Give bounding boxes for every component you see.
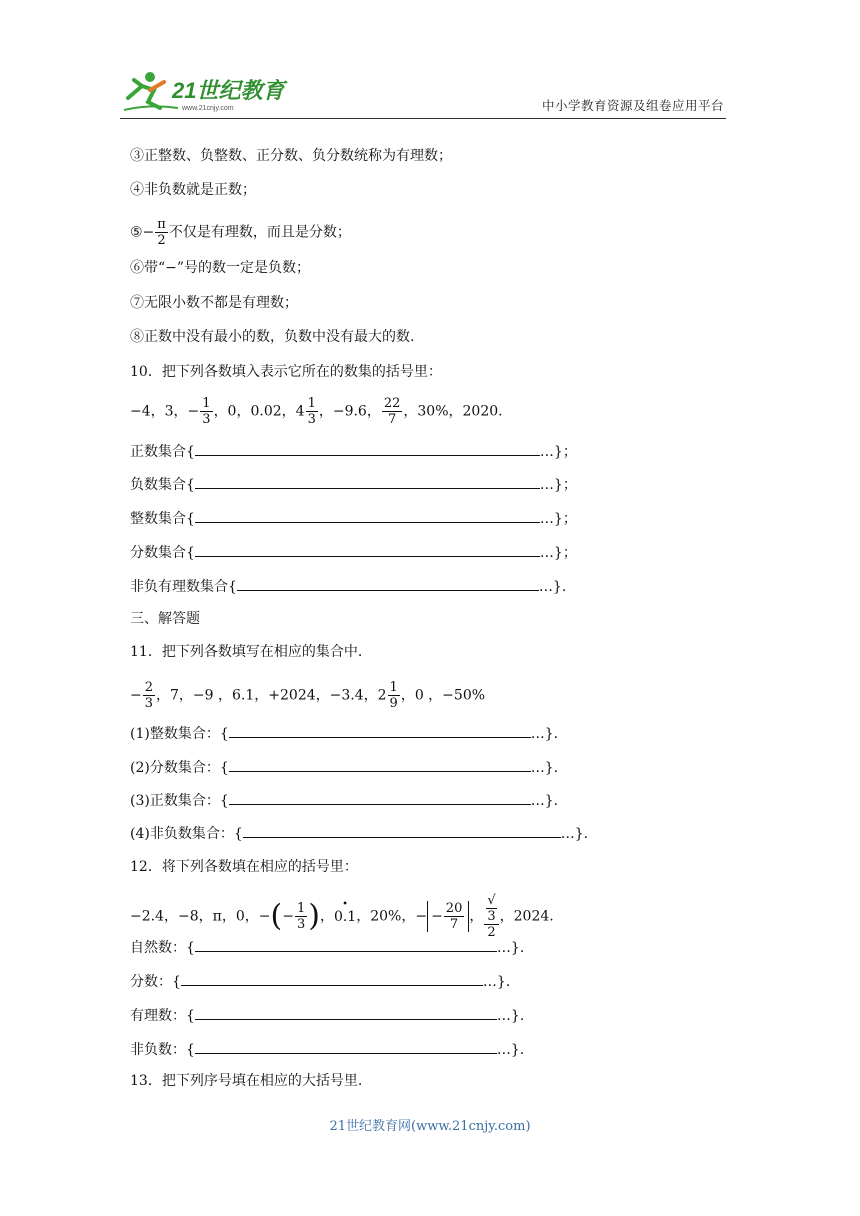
fraction: $\frac{1}{3}$ <box>296 901 306 932</box>
fraction: $\frac{1}{3}$ <box>307 396 316 427</box>
fraction-sqrt: √ 3 2 <box>484 893 498 940</box>
answer-blank[interactable] <box>195 474 540 489</box>
answer-blank[interactable] <box>195 937 497 952</box>
q12-set-rational: 有理数：{ …}. <box>130 1005 524 1026</box>
q13-title: 13．把下列序号填在相应的大括号里. <box>130 1073 363 1089</box>
answer-blank[interactable] <box>195 1005 497 1020</box>
platform-name: 中小学教育资源及组卷应用平台 <box>541 98 724 113</box>
q10-set-positive: 正数集合{ …}； <box>130 441 577 462</box>
answer-blank[interactable] <box>229 757 531 772</box>
q12-numbers: −2.4，−8，π，0，−(− $\frac{1}{3}$ )，0.1 •，20%，− − $\frac{20}{7}$ ， √ 3 2 ，2024. <box>130 893 554 940</box>
statement-5: ⑤− $\frac{\pi}{2}$ 不仅是有理数，而且是分数； <box>130 217 351 248</box>
fraction: $\frac{2}{3}$ <box>144 680 154 711</box>
answer-blank[interactable] <box>195 1039 497 1054</box>
fraction-pi-over-2: $\frac{\pi}{2}$ <box>157 217 166 248</box>
statement-4: ④非负数就是正数； <box>130 182 256 198</box>
statement-8: ⑧正数中没有最小的数，负数中没有最大的数. <box>130 329 415 345</box>
answer-blank[interactable] <box>229 790 531 805</box>
absolute-value: − $\frac{20}{7}$ <box>427 901 469 932</box>
q11-set-3: (3)正数集合：{ …}. <box>130 790 558 811</box>
statement-3: ③正整数、负整数、正分数、负分数统称为有理数； <box>130 148 452 164</box>
q11-set-2: (2)分数集合：{ …}. <box>130 757 558 778</box>
footer-link[interactable]: 21世纪教育网(www.21cnjy.com) <box>329 1119 531 1134</box>
answer-blank[interactable] <box>181 971 483 986</box>
q11-title: 11．把下列各数填写在相应的集合中. <box>130 644 363 660</box>
fraction: $\frac{22}{7}$ <box>383 396 401 427</box>
q10-set-fraction: 分数集合{ …}； <box>130 542 577 563</box>
fraction: $\frac{1}{9}$ <box>389 680 398 711</box>
answer-blank[interactable] <box>195 542 540 557</box>
q12-set-natural: 自然数：{ …}. <box>130 937 524 958</box>
fraction: $\frac{1}{3}$ <box>202 396 211 427</box>
answer-blank[interactable] <box>195 441 540 456</box>
section-heading: 三、解答题 <box>130 611 200 627</box>
statement-6: ⑥带“−”号的数一定是负数； <box>130 260 311 276</box>
svg-text:21世纪教育: 21世纪教育 <box>172 78 285 103</box>
fraction: $\frac{20}{7}$ <box>445 901 463 932</box>
page-header <box>120 66 726 119</box>
q12-set-fraction: 分数：{ …}. <box>130 971 510 992</box>
q11-set-1: (1)整数集合：{ …}. <box>130 723 558 744</box>
q10-set-integer: 整数集合{ …}； <box>130 508 577 529</box>
q12-title: 12．将下列各数填在相应的括号里： <box>130 859 358 875</box>
repeating-decimal: 0.1 • <box>334 907 356 927</box>
q10-set-negative: 负数集合{ …}； <box>130 474 577 495</box>
q12-set-nonnegative: 非负数：{ …}. <box>130 1039 524 1060</box>
answer-blank[interactable] <box>243 823 561 838</box>
statement-7: ⑦无限小数不都是有理数； <box>130 295 298 311</box>
q10-set-nonnegative-rational: 非负有理数集合{ …}. <box>130 576 566 597</box>
svg-text:www.21cnjy.com: www.21cnjy.com <box>182 105 234 112</box>
q10-title: 10．把下列各数填入表示它所在的数集的括号里： <box>130 364 442 380</box>
q11-set-4: (4)非负数集合：{ …}. <box>130 823 588 844</box>
answer-blank[interactable] <box>229 723 531 738</box>
answer-blank[interactable] <box>195 508 540 523</box>
answer-blank[interactable] <box>237 576 539 591</box>
q11-numbers: − $\frac{2}{3}$ ，7，−9 ，6.1，+2024，−3.4，2 $\frac{1}{9}$ ，0 ，−50% <box>130 680 486 711</box>
q10-numbers: −4，3，− $\frac{1}{3}$ ，0，0.02，4 $\frac{1}{3}$ ，−9.6， $\frac{22}{7}$ ，30%，2020. <box>130 396 503 427</box>
logo-21cnjy <box>120 68 300 114</box>
